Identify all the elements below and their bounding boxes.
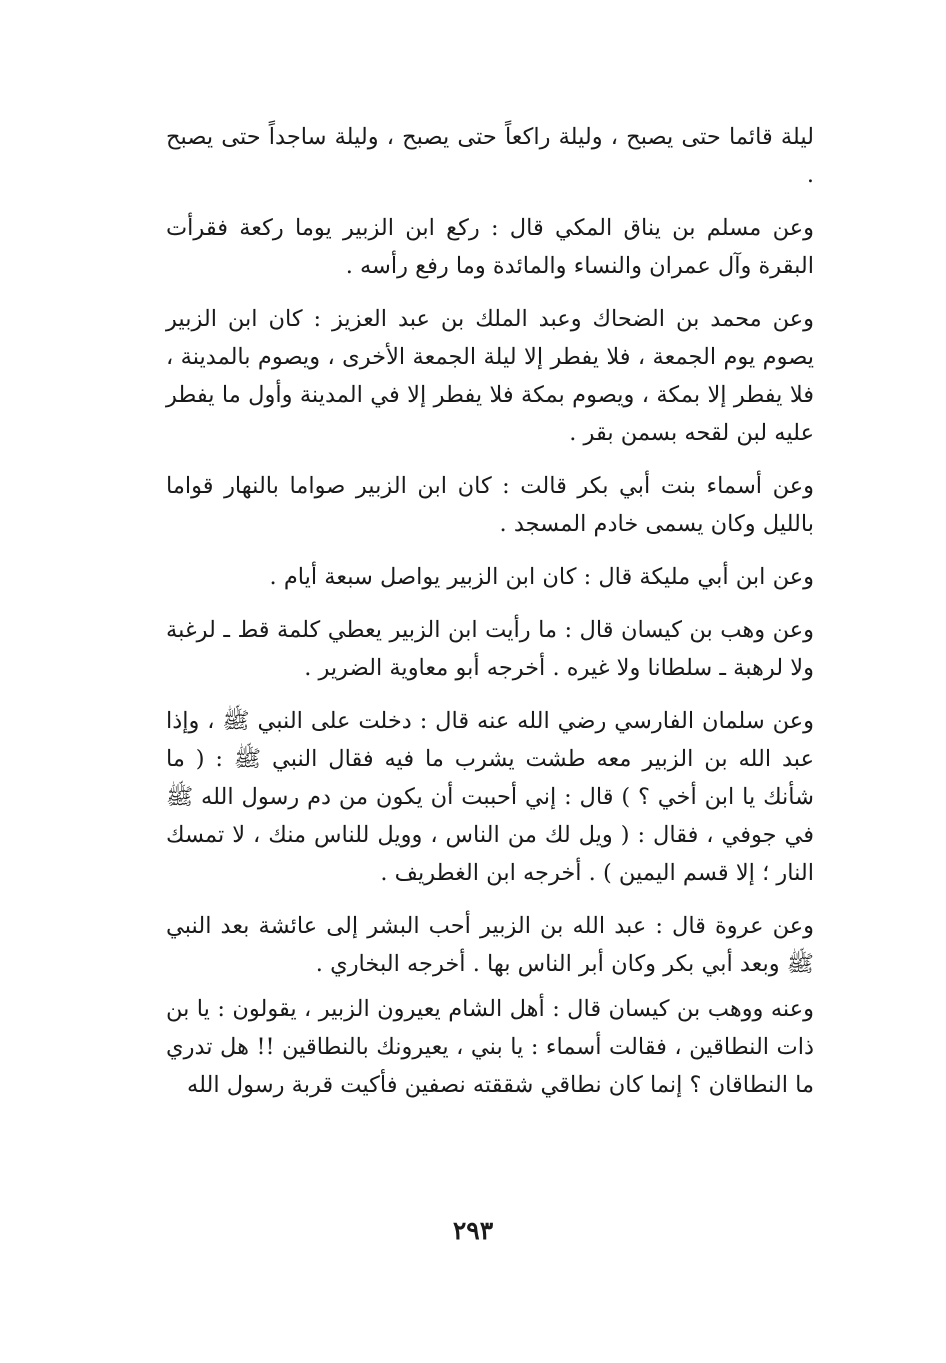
paragraph-7: وعن سلمان الفارسي رضي الله عنه قال : دخلت على النبي ﷺ ، وإذا عبد الله بن الزبير معه طشت يشرب ما فيه فقال النبي ﷺ : ( ما شأنك يا ابن أخي ؟ ) قال : إني أحببت أن يكون من دم رسول الله ﷺ في جوفي ، فقال : ( ويل لك من الناس ، وويل للناس منك ، لا تمسك النار ؛ إلا قسم اليمين ) . أخرجه ابن الغطريف .: [166, 708, 814, 886]
paragraph-3: وعن محمد بن الضحاك وعبد الملك بن عبد العزيز : كان ابن الزبير يصوم يوم الجمعة ، فلا يفطر إلا ليلة الجمعة الأخرى ، ويصوم بالمدينة ، فلا يفطر إلا بمكة ، ويصوم بمكة فلا يفطر إلا في المدينة وأول ما يفطر عليه لبن لقحه بسمن بقر .: [166, 306, 814, 446]
paragraph-4: وعن أسماء بنت أبي بكر قالت : كان ابن الزبير صواما بالنهار قواما بالليل وكان يسمى خادم المسجد .: [166, 473, 814, 537]
page-number: ٢٩٣: [452, 1216, 494, 1245]
paragraph-2: وعن مسلم بن يناق المكي قال : ركع ابن الزبير يوما ركعة فقرأت البقرة وآل عمران والنساء والمائدة وما رفع رأسه .: [166, 215, 814, 279]
paragraph-8: وعن عروة قال : عبد الله بن الزبير أحب البشر إلى عائشة بعد النبي ﷺ وبعد أبي بكر وكان أبر الناس بها . أخرجه البخاري .: [166, 913, 814, 977]
paragraph-5: وعن ابن أبي مليكة قال : كان ابن الزبير يواصل سبعة أيام .: [269, 564, 814, 590]
page-text: [166, 118, 814, 1119]
paragraph-6: وعن وهب بن كيسان قال : ما رأيت ابن الزبير يعطي كلمة قط ـ لرغبة ولا لرهبة ـ سلطانا ولا غيره . أخرجه أبو معاوية الضرير .: [166, 617, 814, 681]
paragraph-1: ليلة قائما حتى يصبح ، وليلة راكعاً حتى يصبح ، وليلة ساجداً حتى يصبح .: [166, 124, 814, 188]
paragraph-9: وعنه ووهب بن كيسان قال : أهل الشام يعيرون الزبير ، يقولون : يا بن ذات النطاقين ، فقالت أسماء : يا بني ، يعيرونك بالنطاقين !! هل تدري ما النطاقان ؟ إنما كان نطاقي شققته نصفين فأكيت قربة رسول الله: [166, 996, 814, 1098]
